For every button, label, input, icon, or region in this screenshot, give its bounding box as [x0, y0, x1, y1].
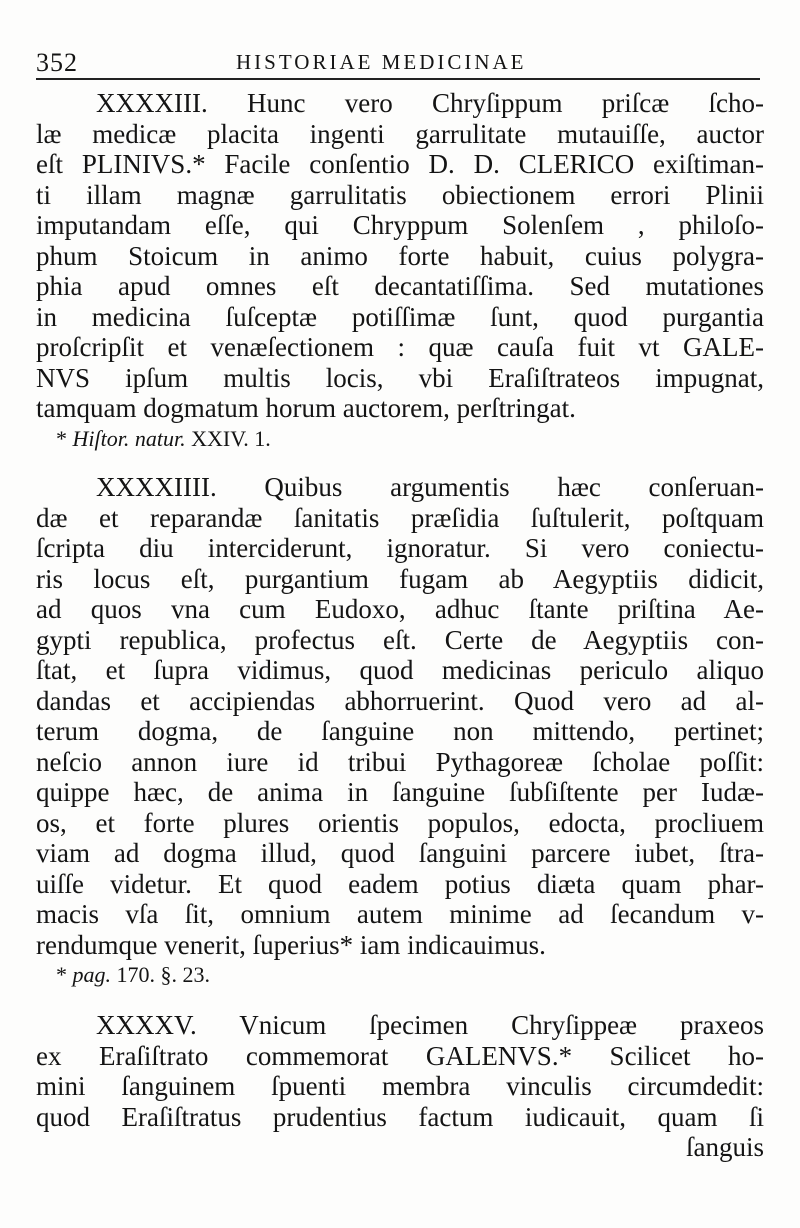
footnote-ref: XXIV. 1. — [191, 425, 271, 451]
footnote-source: pag. — [72, 962, 111, 987]
text-line: ris locus eſt, purgantium fugam ab Aegyptiis didicit, — [36, 563, 764, 594]
paragraph-xxxxiiii — [36, 472, 764, 990]
text-line: eſt PLINIVS.* Facile conſentio D. D. CLERICO exiſtiman- — [36, 149, 764, 179]
text-line: mini ſanguinem ſpuenti membra vinculis circumdedit: — [36, 1071, 764, 1101]
text-line: neſcio annon iure id tribui Pythagoreæ ſcholae poſſit: — [36, 746, 764, 777]
text-line: gypti republica, profectus eſt. Certe de Aegyptiis con- — [36, 624, 764, 655]
footnote-mark: * — [56, 962, 67, 987]
text-line: imputandam eſſe, qui Chryppum Solenſem , philoſo- — [36, 210, 764, 240]
text-line: XXXXIIII. Quibus argumentis hæc conſeruan- — [96, 472, 764, 502]
text-line: tamquam dogmatum horum auctorem, perſtringat. — [36, 393, 576, 423]
footnote-source: Hiſtor. natur. — [72, 425, 186, 451]
text-line: proſcripſit et venæſectionem : quæ cauſa fuit vt GALE- — [36, 332, 764, 362]
footnote — [36, 960, 764, 990]
text-line: macis vſa ſit, omnium autem minime ad ſecandum v- — [36, 899, 764, 929]
footnote — [36, 424, 764, 454]
text-line: terum dogma, de ſanguine non mittendo, pertinet; — [36, 716, 764, 746]
text-line: ſcripta diu interciderunt, ignoratur. Si vero coniectu- — [36, 533, 764, 563]
text-line: in medicina ſuſceptæ potiſſimæ ſunt, quod purgantia — [36, 301, 764, 332]
text-line: phum Stoicum in animo forte habuit, cuius polygra- — [36, 240, 764, 271]
text-line: phia apud omnes eſt decantatiſſima. Sed mutationes — [36, 271, 764, 301]
running-header — [36, 44, 760, 80]
text-line: ti illam magnæ garrulitatis obiectionem errori Plinii — [36, 179, 764, 210]
text-line: ſtat, et ſupra vidimus, quod medicinas periculo aliquo — [36, 655, 764, 685]
text-line: rendumque venerit, ſuperius* iam indicauimus. — [36, 929, 546, 960]
text-line: dandas et accipiendas abhorruerint. Quod vero ad al- — [36, 685, 764, 716]
catchword: ſanguis — [686, 1132, 764, 1162]
paragraph-xxxxiii — [36, 88, 764, 454]
footnote-mark: * — [56, 425, 67, 451]
footnote-ref: 170. §. 23. — [116, 962, 210, 987]
text-line: viam ad dogma illud, quod ſanguini parcere iubet, ſtra- — [36, 838, 764, 868]
paragraph-xxxxv — [36, 1010, 764, 1163]
text-line: ex Eraſiſtrato commemorat GALENVS.* Scilicet ho- — [36, 1040, 764, 1071]
text-line: XXXXIII. Hunc vero Chryſippum priſcæ ſcho- — [96, 88, 764, 118]
running-title: HISTORIAE MEDICINAE — [236, 50, 527, 74]
text-line: NVS ipſum multis locis, vbi Eraſiſtrateos impugnat, — [36, 362, 764, 393]
text-line: quippe hæc, de anima in ſanguine ſubſiſtente per Iudæ- — [36, 777, 764, 807]
text-line: quod Eraſiſtratus prudentius factum iudicauit, quam ſi — [36, 1101, 764, 1132]
text-line: dæ et reparandæ ſanitatis præſidia ſuſtulerit, poſtquam — [36, 502, 764, 533]
text-line: læ medicæ placita ingenti garrulitate mutauiſſe, auctor — [36, 118, 764, 149]
text-line: XXXXV. Vnicum ſpecimen Chryſippeæ praxeos — [96, 1010, 764, 1040]
text-line: uiſſe videtur. Et quod eadem potius diæta quam phar- — [36, 868, 764, 899]
page-number: 352 — [36, 48, 78, 77]
text-line: ad quos vna cum Eudoxo, adhuc ſtante priſtina Ae- — [36, 594, 764, 624]
text-line: os, et forte plures orientis populos, edocta, procliuem — [36, 807, 764, 838]
